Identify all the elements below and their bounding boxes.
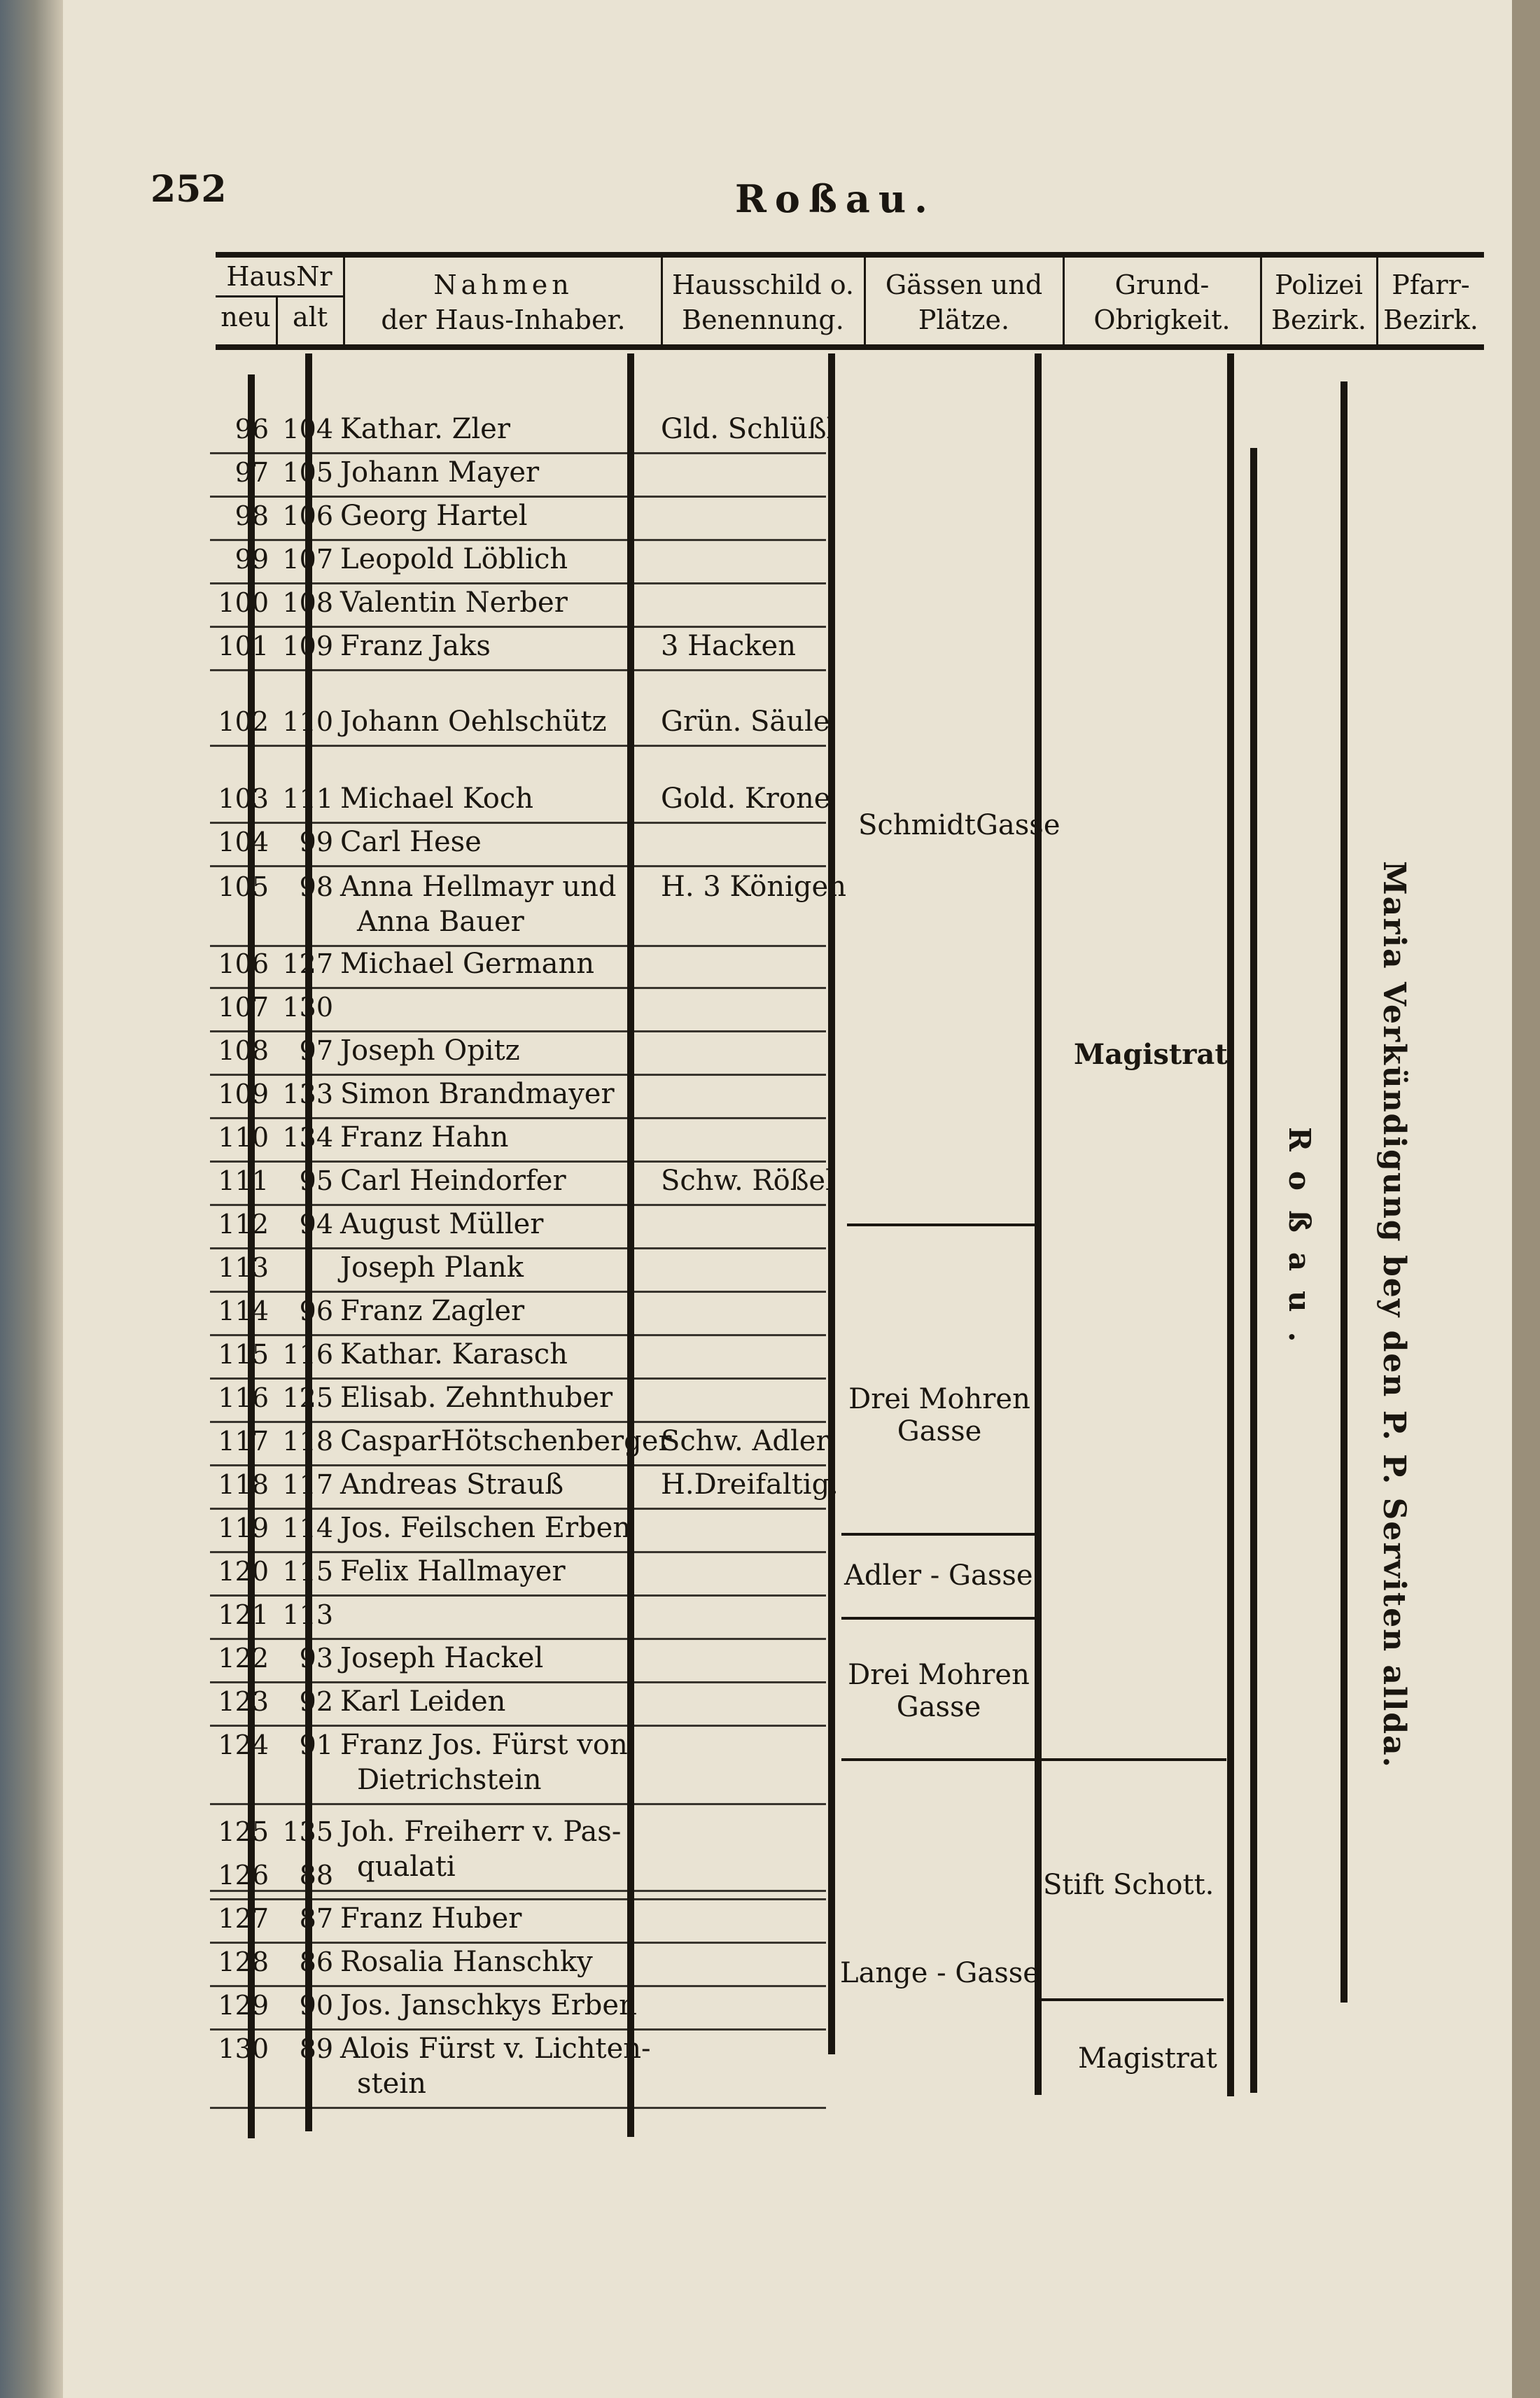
owner-name-continued: Dietrichstein [357,1764,542,1796]
house-number-old: 96 [299,1296,333,1326]
header-grund-1: Grund- [1114,269,1210,300]
house-number-old: 87 [299,1903,333,1934]
header-polizei-2: Bezirk. [1271,304,1366,335]
street-label: Lange - Gasse [840,1957,1040,1989]
house-number-new: 103 [218,783,269,814]
house-number-new: 119 [218,1513,269,1543]
house-number-new: 114 [218,1296,269,1326]
owner-name: Felix Hallmayer [340,1555,566,1587]
house-number-new: 104 [218,827,269,857]
house-number-new: 101 [218,631,269,661]
house-number-old: 88 [299,1860,333,1891]
house-sign: Schw. Adler [661,1425,830,1457]
owner-name: Joseph Plank [340,1251,524,1284]
authority-label: Magistrat [1078,2042,1217,2075]
house-sign: Gold. Krone [661,783,831,815]
house-number-new: 100 [218,587,269,618]
owner-name: Alois Fürst v. Lichten- [340,2033,651,2065]
house-number-new: 117 [218,1426,269,1457]
house-number-new: 126 [218,1860,269,1891]
row-rule [210,1803,826,1805]
house-sign: H. 3 Königen [661,871,846,903]
haus-nr-subrule [216,295,343,297]
owner-name: Franz Jos. Fürst von [340,1729,628,1761]
row-rule [210,1551,826,1553]
header-alt: alt [292,302,328,332]
column-rule [1250,448,1257,2093]
house-number-new: 127 [218,1903,269,1934]
house-number-old: 118 [282,1426,333,1457]
owner-name-continued: Anna Bauer [357,906,524,938]
owner-name: Franz Hahn [340,1121,509,1154]
house-number-new: 109 [218,1079,269,1109]
house-number-new: 120 [218,1556,269,1587]
header-gassen-1: Gässen und [885,269,1043,300]
row-rule [210,539,826,541]
house-number-old: 99 [299,827,333,857]
owner-name: Michael Koch [340,783,533,815]
row-rule [210,1334,826,1336]
house-number-old: 113 [282,1599,333,1630]
street-group-rule [841,1617,1036,1620]
house-number-new: 99 [234,544,269,575]
row-rule [210,1247,826,1249]
row-rule [210,1508,826,1510]
owner-name: Franz Huber [340,1902,522,1935]
street-label: Adler - Gasse [844,1559,1033,1592]
owner-name: Carl Hese [340,826,482,858]
house-number-old: 114 [282,1513,333,1543]
house-number-new: 96 [234,414,269,444]
house-number-old: 115 [282,1556,333,1587]
owner-name: Leopold Löblich [340,543,568,575]
house-number-old: 94 [299,1209,333,1240]
house-number-old: 110 [282,706,333,737]
row-rule [210,1117,826,1119]
owner-name: Andreas Strauß [340,1468,564,1501]
house-number-old: 133 [282,1079,333,1109]
row-rule [210,452,826,454]
street-group-rule [847,1223,1036,1226]
house-number-new: 129 [218,1990,269,2021]
house-number-new: 106 [218,948,269,979]
house-number-new: 97 [234,457,269,488]
house-sign: H.Dreifaltig. [661,1468,839,1501]
owner-name: Carl Heindorfer [340,1165,566,1197]
house-sign: Gld. Schlüßl [661,413,836,445]
row-rule [210,745,826,747]
header-grund-2: Obrigkeit. [1093,304,1231,335]
header-top-rule [216,252,1484,258]
authority-label: Magistrat [1074,1038,1228,1071]
row-rule [210,1725,826,1727]
owner-name: Joseph Hackel [340,1642,544,1674]
house-number-new: 123 [218,1686,269,1717]
row-rule [210,1681,826,1683]
owner-name: Kathar. Karasch [340,1338,568,1370]
book-gutter [0,0,63,2398]
row-rule [210,822,826,824]
header-polizei-1: Polizei [1275,269,1363,300]
row-rule [210,2107,826,2109]
street-group-rule [841,1533,1036,1536]
house-number-new: 102 [218,706,269,737]
owner-name: Michael Germann [340,948,594,980]
row-rule [210,582,826,584]
house-number-new: 116 [218,1382,269,1413]
house-number-old: 107 [282,544,333,575]
house-sign: Schw. Rößel [661,1165,834,1197]
house-number-new: 105 [218,871,269,902]
row-rule [210,1464,826,1466]
column-rule [627,353,634,2137]
row-rule [210,1898,826,1900]
running-head: Roßau. [735,176,936,221]
police-district-label: Roßau. [1282,1127,1317,1362]
row-rule [210,1161,826,1163]
row-rule [210,1985,826,1987]
house-sign: Grün. Säule [661,706,830,738]
house-number-new: 111 [218,1165,269,1196]
street-group-rule [841,1758,1226,1761]
owner-name-continued: stein [357,2068,426,2100]
parish-label: Maria Verkündigung bey den P. P. Serviten allda. [1376,861,1412,1769]
house-number-old: 109 [282,631,333,661]
owner-name: Kathar. Zler [340,413,510,445]
house-number-old: 116 [282,1339,333,1370]
header-hausschild-2: Benennung. [682,304,844,335]
row-rule [210,1074,826,1076]
house-number-old: 111 [282,783,333,814]
authority-group-rule [1042,1998,1224,2001]
house-number-old: 98 [299,871,333,902]
row-rule [210,1421,826,1423]
house-number-old: 134 [282,1122,333,1153]
house-number-old: 89 [299,2033,333,2064]
house-number-new: 124 [218,1730,269,1760]
header-pfarr-2: Bezirk. [1383,304,1478,335]
street-label: Drei Mohren Gasse [848,1383,1030,1447]
owner-name: Rosalia Hanschky [340,1946,593,1978]
house-number-old: 117 [282,1469,333,1500]
house-number-new: 113 [218,1252,269,1283]
house-number-old: 92 [299,1686,333,1717]
house-number-old: 108 [282,587,333,618]
owner-name: Elisab. Zehnthuber [340,1382,613,1414]
house-number-old: 106 [282,500,333,531]
column-rule [1227,353,1234,2096]
header-sep [343,258,345,346]
house-sign: 3 Hacken [661,630,796,662]
row-rule [210,987,826,989]
house-number-old: 91 [299,1730,333,1760]
row-rule [210,945,826,947]
house-number-new: 118 [218,1469,269,1500]
owner-name: Valentin Nerber [340,587,568,619]
header-nahmen-2: der Haus-Inhaber. [381,304,626,335]
street-label: Drei Mohren Gasse [848,1659,1030,1723]
row-rule [210,1291,826,1293]
owner-name: Franz Jaks [340,630,491,662]
house-number-new: 128 [218,1947,269,1977]
house-number-new: 130 [218,2033,269,2064]
header-neu: neu [220,302,271,332]
header-haus-nr: HausNr [226,261,332,292]
house-number-new: 108 [218,1035,269,1066]
street-label: SchmidtGasse [858,809,1060,841]
row-rule [210,669,826,671]
owner-name: Georg Hartel [340,500,528,532]
house-number-new: 121 [218,1599,269,1630]
row-rule [210,626,826,628]
owner-name: Jos. Janschkys Erben [340,1989,637,2021]
row-rule [210,1030,826,1032]
owner-name: CasparHötschenberger [340,1425,672,1457]
house-number-old: 93 [299,1643,333,1674]
house-number-new: 110 [218,1122,269,1153]
house-number-new: 98 [234,500,269,531]
row-rule [210,1377,826,1380]
house-number-old: 127 [282,948,333,979]
header-nahmen-1: Nahmen [433,269,573,300]
owner-name: Simon Brandmayer [340,1078,615,1110]
row-rule [210,1942,826,1944]
row-rule [210,865,826,867]
column-rule [1340,381,1348,2003]
house-number-old: 95 [299,1165,333,1196]
house-number-new: 122 [218,1643,269,1674]
row-rule [210,1204,826,1206]
house-number-new: 107 [218,992,269,1023]
house-number-old: 130 [282,992,333,1023]
house-number-old: 104 [282,414,333,444]
header-gassen-2: Plätze. [918,304,1010,335]
house-number-new: 125 [218,1816,269,1847]
house-number-old: 86 [299,1947,333,1977]
owner-name: Karl Leiden [340,1685,506,1718]
owner-name: Joh. Freiherr v. Pas- [340,1816,622,1848]
owner-name: Joseph Opitz [340,1035,520,1067]
house-number-old: 135 [282,1816,333,1847]
header-bottom-rule [216,344,1484,350]
house-number-old: 125 [282,1382,333,1413]
owner-name: August Müller [340,1208,544,1240]
page-number: 252 [150,168,227,211]
header-pfarr-1: Pfarr- [1392,269,1470,300]
house-number-new: 115 [218,1339,269,1370]
row-rule [210,496,826,498]
owner-name: Franz Zagler [340,1295,525,1327]
row-rule [210,1638,826,1640]
house-number-old: 105 [282,457,333,488]
owner-name: Johann Oehlschütz [340,706,607,738]
row-rule [210,2028,826,2031]
column-rule [828,353,835,2054]
row-rule [210,1594,826,1597]
house-number-old: 90 [299,1990,333,2021]
house-number-new: 112 [218,1209,269,1240]
header-hausschild-1: Hausschild o. [671,269,855,300]
owner-name: Johann Mayer [340,456,540,489]
owner-name-continued: qualati [357,1851,456,1883]
house-number-old: 97 [299,1035,333,1066]
authority-label: Stift Schott. [1043,1869,1214,1901]
owner-name: Anna Hellmayr und [340,871,617,903]
owner-name: Jos. Feilschen Erben [340,1512,631,1544]
